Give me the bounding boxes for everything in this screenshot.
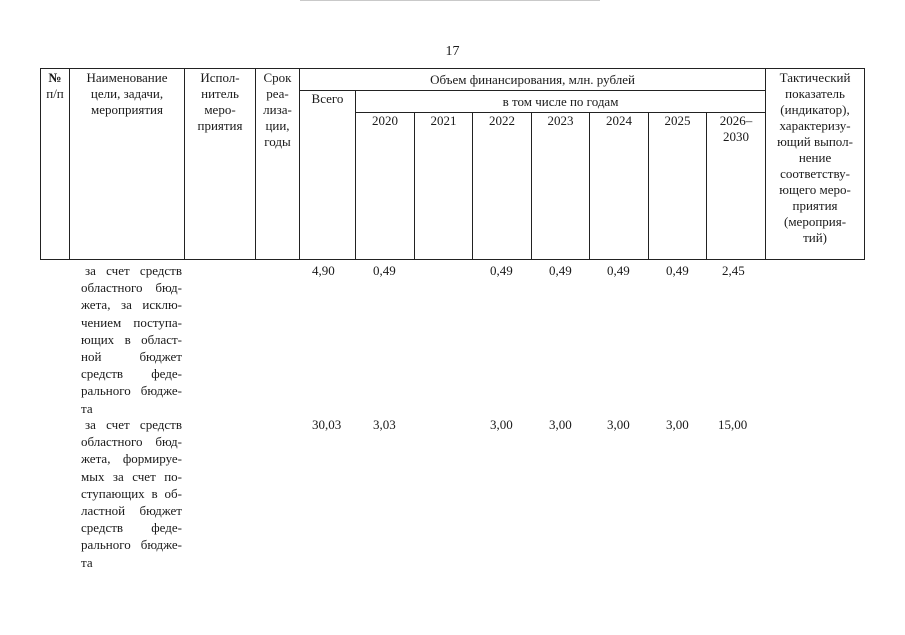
description-line: за счет средств: [85, 417, 182, 432]
header-by-years: в том числе по годам: [356, 91, 766, 113]
cell-value: 3,00: [666, 417, 689, 432]
header-year: 2023: [532, 113, 590, 260]
cell-value: 0,49: [666, 263, 689, 278]
description-line: та: [81, 554, 93, 570]
cell-total: 4,90: [312, 263, 335, 278]
header-year: 2025: [649, 113, 707, 260]
description-line: за счет средств: [85, 263, 182, 278]
header-indicator: Тактический показатель (индикатор), характеризу- ющий выпол- нение соответству- ющего меро- приятия (мероприя- тий): [766, 69, 865, 260]
cell-value: 3,00: [490, 417, 513, 432]
header-year: 2021: [415, 113, 473, 260]
header-year: 2022: [473, 113, 532, 260]
cell-value: 3,00: [607, 417, 630, 432]
description-line: областного бюд-: [81, 280, 182, 296]
cell-value: 2,45: [722, 263, 745, 278]
header-num: № п/п: [41, 69, 70, 260]
header-total: Всего: [300, 91, 356, 260]
cell-value: 0,49: [549, 263, 572, 278]
description-line: та: [81, 400, 93, 416]
description-line: чением поступа-: [81, 314, 182, 330]
description-line: ной бюджет: [81, 348, 182, 364]
cell-value: 15,00: [718, 417, 748, 432]
description-line: областного бюд-: [81, 434, 182, 450]
header-year: 2024: [590, 113, 649, 260]
description-line: рального бюдже-: [81, 537, 182, 553]
description-line: жета, формируе-: [81, 451, 182, 467]
description-line: средств феде-: [81, 366, 182, 382]
header-executor: Испол- нитель меро- приятия: [185, 69, 256, 260]
cell-value: 3,03: [373, 417, 396, 432]
table-header: [40, 68, 865, 260]
top-scan-line: [300, 0, 600, 1]
description-line: жета, за исклю-: [81, 297, 182, 313]
header-year: 2020: [356, 113, 415, 260]
description-line: рального бюдже-: [81, 383, 182, 399]
row-description: [81, 262, 182, 417]
cell-total: 30,03: [312, 417, 342, 432]
description-line: ластной бюджет: [81, 502, 182, 518]
row-description: [81, 416, 182, 571]
description-line: ющих в област-: [81, 331, 182, 347]
cell-value: 3,00: [549, 417, 572, 432]
cell-value: 0,49: [490, 263, 513, 278]
description-line: мых за счет по-: [81, 468, 182, 484]
description-line: ступающих в об-: [81, 485, 182, 501]
cell-value: 0,49: [373, 263, 396, 278]
page-number: 17: [445, 44, 460, 59]
header-year-range: 2026– 2030: [707, 113, 766, 260]
header-name: Наименование цели, задачи, мероприятия: [70, 69, 185, 260]
cell-value: 0,49: [607, 263, 630, 278]
header-term: Срок реа- лиза- ции, годы: [256, 69, 300, 260]
header-financing: Объем финансирования, млн. рублей: [300, 69, 766, 91]
description-line: средств феде-: [81, 520, 182, 536]
